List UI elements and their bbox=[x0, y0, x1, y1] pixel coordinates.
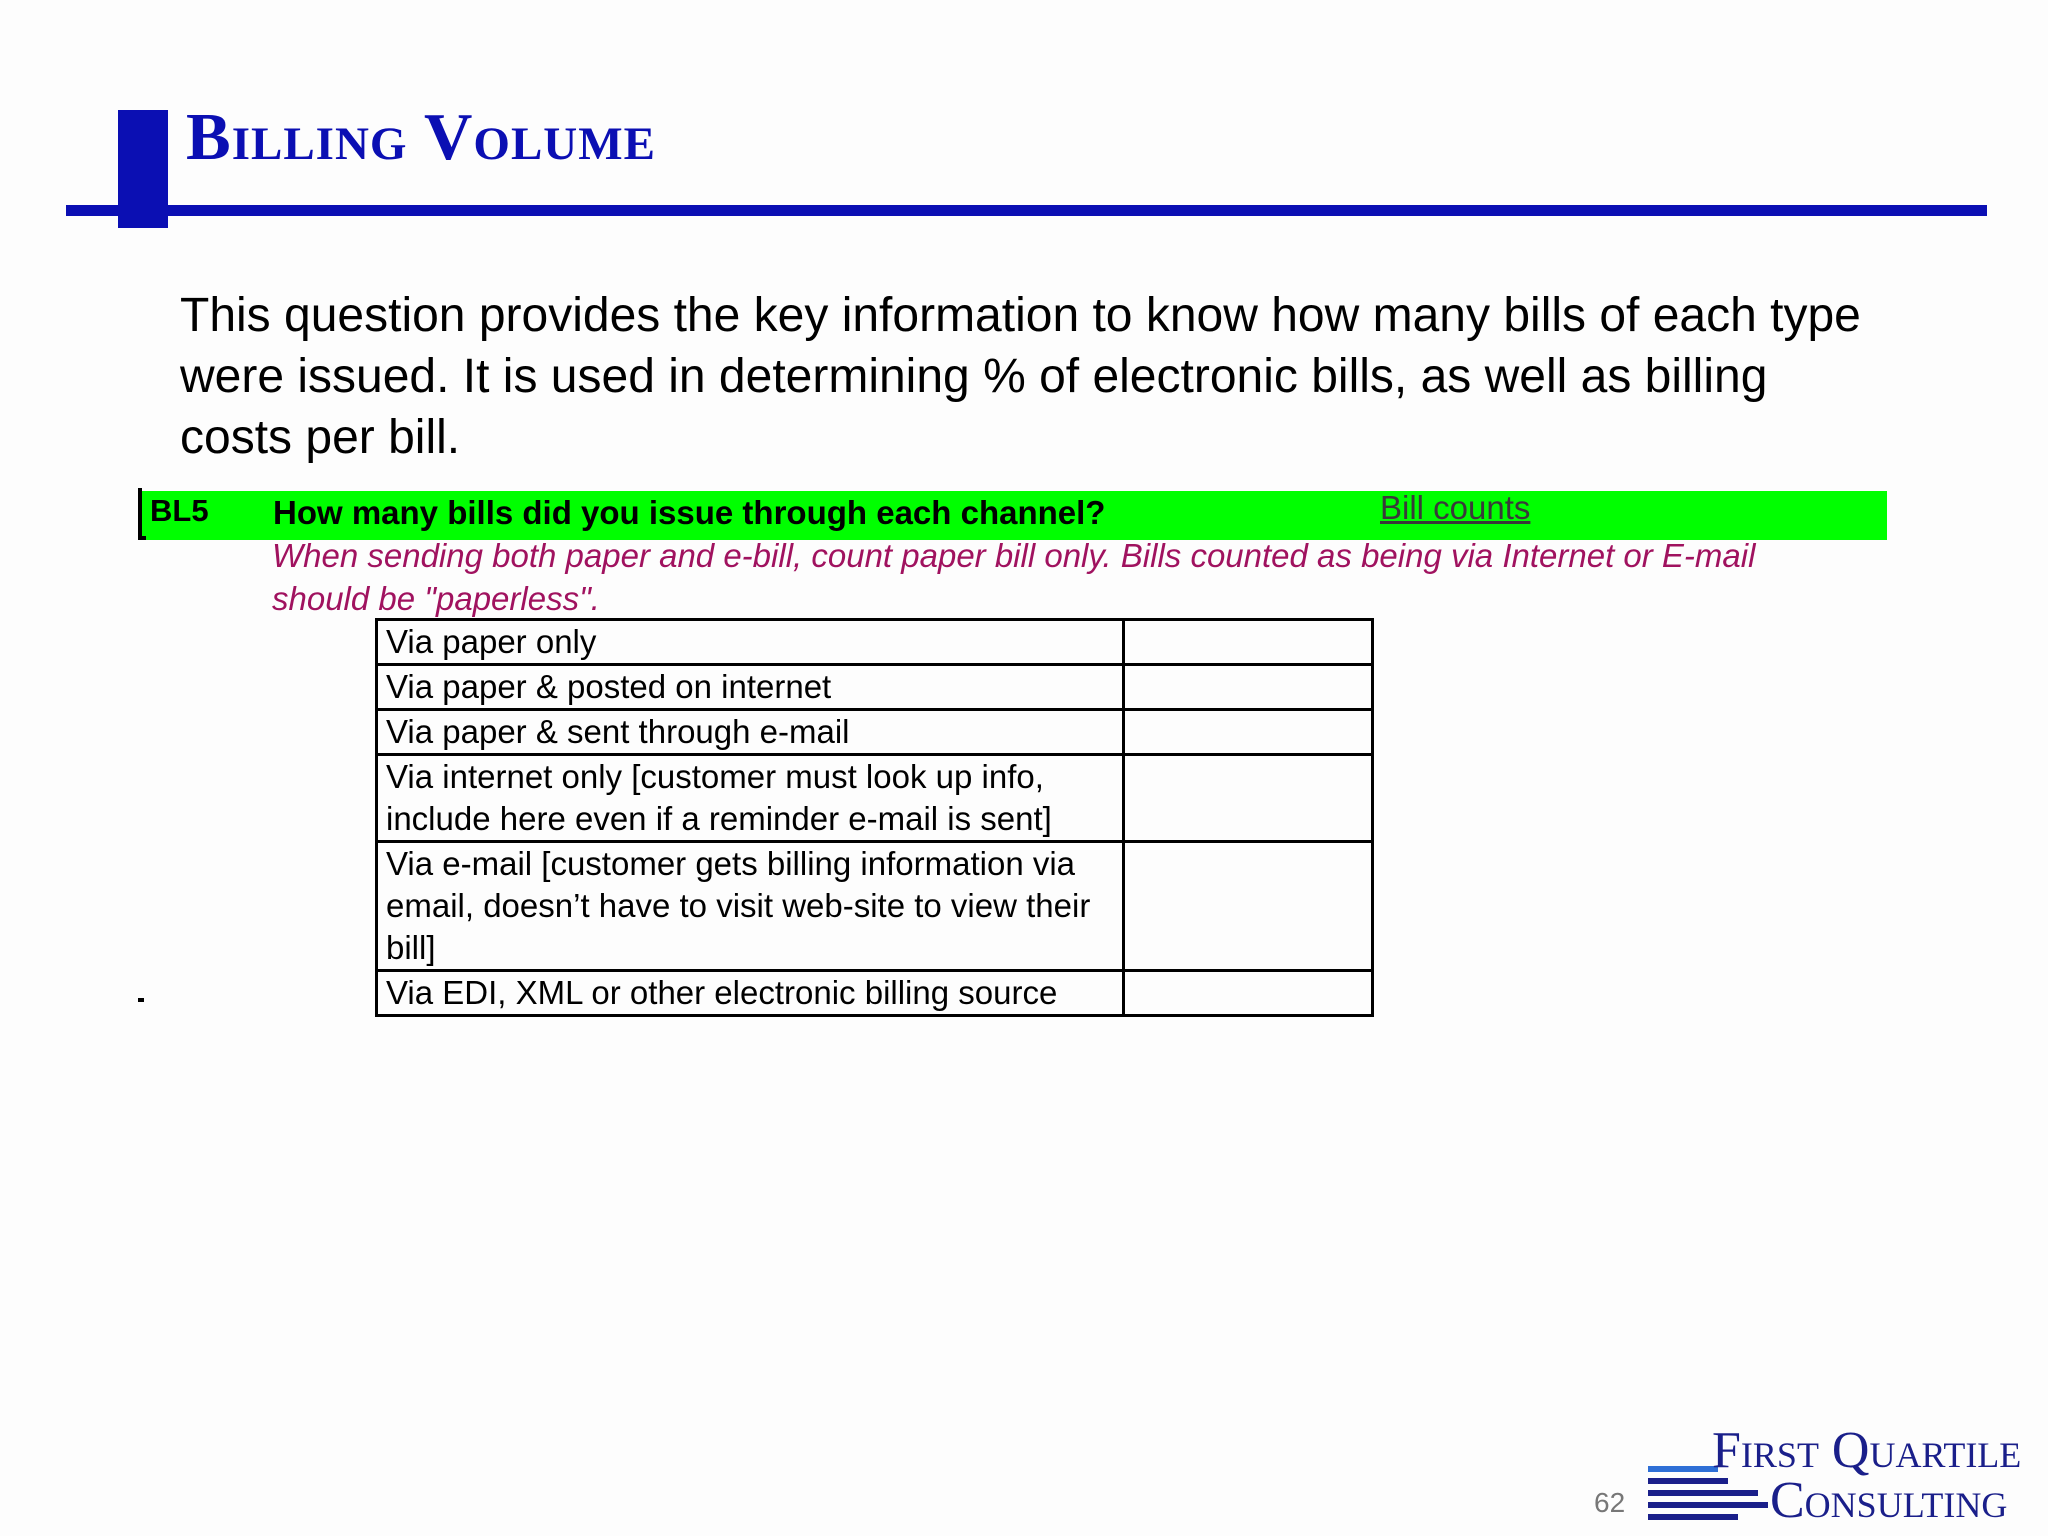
row-value-cell[interactable] bbox=[1124, 710, 1373, 755]
row-bracket bbox=[138, 488, 142, 540]
table-row bbox=[377, 755, 1373, 842]
row-label: Via internet only [customer must look up info, include here even if a reminder e-mail is sent] bbox=[377, 755, 1124, 842]
row-value-cell[interactable] bbox=[1124, 665, 1373, 710]
row-value-cell[interactable] bbox=[1124, 620, 1373, 665]
question-text: How many bills did you issue through each channel? bbox=[273, 494, 1106, 531]
row-bracket-mark bbox=[138, 998, 144, 1002]
row-value-cell[interactable] bbox=[1124, 755, 1373, 842]
intro-paragraph: This question provides the key information to know how many bills of each type were issued. It is used in determining % of electronic bills, as well as billing costs per bill. bbox=[180, 289, 1861, 464]
logo-line-2: Consulting bbox=[1770, 1472, 2008, 1529]
logo-line-1: First Quartile bbox=[1712, 1422, 2022, 1479]
table-row bbox=[377, 620, 1373, 665]
row-label: Via e-mail [customer gets billing information via email, doesn’t have to visit web-site to view their bill] bbox=[377, 842, 1124, 971]
table-row bbox=[377, 710, 1373, 755]
slide-title: Billing Volume bbox=[186, 100, 656, 174]
question-id: BL5 bbox=[150, 493, 209, 528]
row-bracket-foot bbox=[138, 536, 146, 540]
question-note: When sending both paper and e-bill, count paper bill only. Bills counted as being via Internet or E-mail should be "paperless". bbox=[272, 537, 1756, 617]
row-label: Via paper & posted on internet bbox=[377, 665, 1124, 710]
row-value-cell[interactable] bbox=[1124, 971, 1373, 1016]
title-underline bbox=[66, 205, 1987, 216]
row-label: Via paper only bbox=[377, 620, 1124, 665]
row-value-cell[interactable] bbox=[1124, 842, 1373, 971]
company-logo bbox=[1712, 1422, 2022, 1529]
answer-table bbox=[375, 618, 1374, 1017]
table-row bbox=[377, 665, 1373, 710]
bill-counts-link[interactable]: Bill counts bbox=[1380, 489, 1531, 526]
table-row bbox=[377, 842, 1373, 971]
row-label: Via EDI, XML or other electronic billing source bbox=[377, 971, 1124, 1016]
table-row bbox=[377, 971, 1373, 1016]
page-number: 62 bbox=[1594, 1487, 1626, 1518]
row-label: Via paper & sent through e-mail bbox=[377, 710, 1124, 755]
